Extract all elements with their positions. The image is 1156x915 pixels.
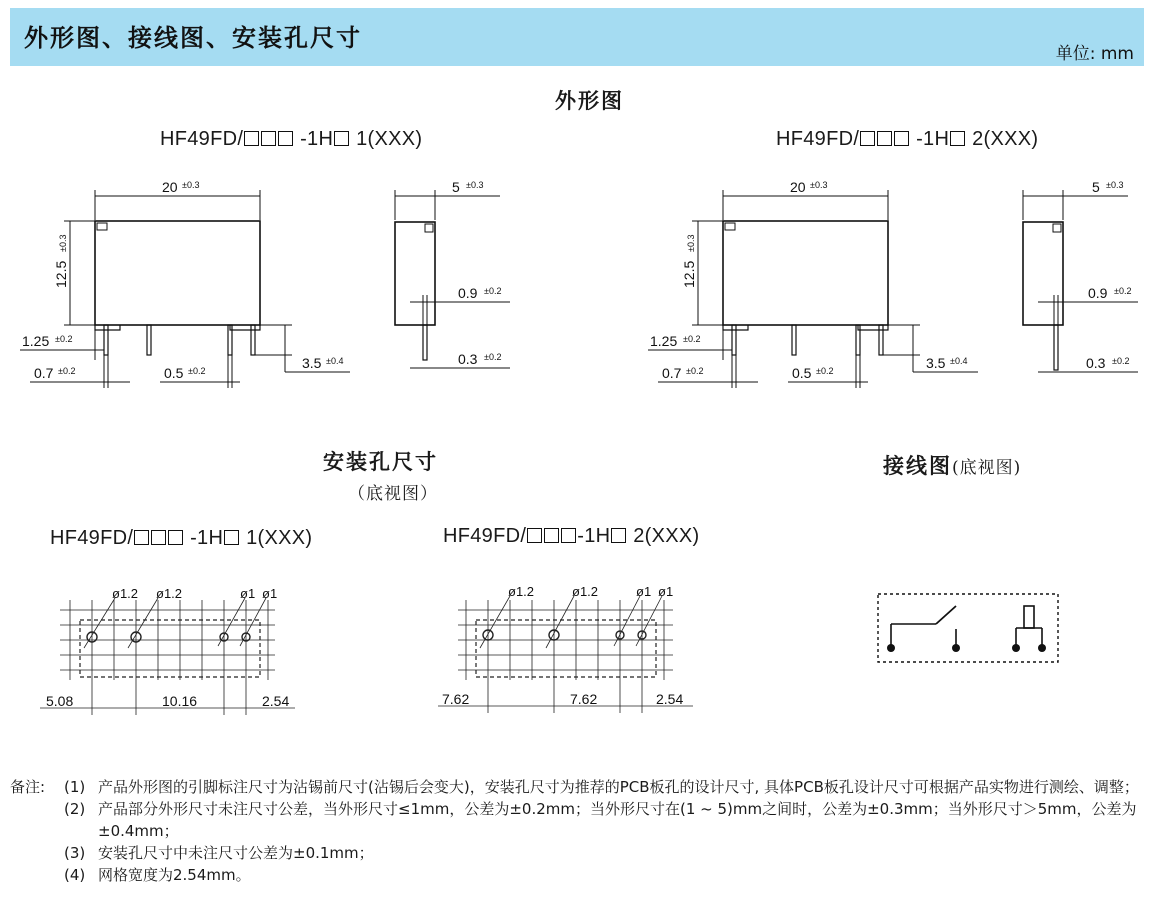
dim-width: 20	[162, 179, 178, 195]
note-number: (1)	[64, 778, 86, 796]
model-tail: 2(XXX)	[966, 128, 1039, 150]
model-name: HF49FD/	[776, 128, 860, 150]
dim-pin-offset: 1.25	[22, 333, 50, 349]
dim-side-pin: 0.9	[1088, 285, 1108, 301]
dim-pin-w1: 0.7	[34, 365, 54, 381]
dim-height: 12.5	[681, 260, 697, 288]
outline-model-1	[160, 128, 422, 151]
dim-pin-w1-tol: ±0.2	[58, 366, 76, 376]
dim-pin-w1: 0.7	[662, 365, 682, 381]
dim-depth-tol: ±0.3	[466, 180, 484, 190]
spacing-mid: 7.62	[570, 691, 598, 707]
hole-label: ø1	[262, 586, 278, 601]
section-title: 外形图、接线图、安装孔尺寸	[24, 24, 362, 52]
model-suffix: -1H	[294, 128, 334, 150]
dim-depth: 5	[1092, 179, 1100, 195]
spacing-right: 2.54	[656, 691, 684, 707]
dim-side-pin2: 0.3	[458, 351, 478, 367]
dim-pin-w2-tol: ±0.2	[188, 366, 206, 376]
model-tail: 2(XXX)	[627, 525, 700, 547]
dim-pin-len-tol: ±0.4	[950, 356, 968, 366]
outline-title: 外形图	[555, 89, 624, 113]
note-item	[10, 776, 1150, 798]
dim-pin-len: 3.5	[926, 355, 946, 371]
dim-pin-w2: 0.5	[164, 365, 184, 381]
wiring-title	[883, 450, 1021, 480]
dim-side-pin2-tol: ±0.2	[1112, 356, 1130, 366]
note-text: 安装孔尺寸中未注尺寸公差为±0.1mm；	[98, 844, 374, 862]
hole-label: ø1	[658, 584, 674, 599]
unit-label: 单位: mm	[1055, 44, 1134, 64]
model-name: HF49FD/	[443, 525, 527, 547]
dim-side-pin2-tol: ±0.2	[484, 352, 502, 362]
hole-label: ø1.2	[112, 586, 139, 601]
dim-side-pin2: 0.3	[1086, 355, 1106, 371]
spacing-mid: 10.16	[162, 693, 198, 709]
model-name: HF49FD/	[50, 527, 134, 549]
dim-side-pin-tol: ±0.2	[484, 286, 502, 296]
wiring-title-text: 接线图	[883, 454, 952, 478]
note-item	[10, 798, 1150, 842]
dim-width-tol: ±0.3	[810, 180, 828, 190]
wiring-subtitle: (底视图)	[952, 458, 1022, 478]
mounting-subtitle: （底视图）	[348, 484, 438, 504]
hole-label: ø1.2	[156, 586, 183, 601]
dim-depth: 5	[452, 179, 460, 195]
wiring-diagram	[876, 588, 1066, 668]
dim-pin-len-tol: ±0.4	[326, 356, 344, 366]
mounting-model-2	[443, 525, 700, 548]
hole-label: ø1.2	[572, 584, 599, 599]
model-tail: 1(XXX)	[350, 128, 423, 150]
mounting-grid-1	[40, 580, 340, 720]
mounting-model-1	[50, 527, 312, 550]
dim-pin-offset: 1.25	[650, 333, 678, 349]
mounting-grid-2	[438, 578, 738, 718]
dim-height: 12.5	[53, 260, 69, 288]
notes-section	[10, 776, 1150, 886]
dim-height-tol: ±0.3	[686, 234, 696, 252]
model-tail: 1(XXX)	[240, 527, 313, 549]
spacing-left: 7.62	[442, 691, 470, 707]
note-text: 网格宽度为2.54mm。	[98, 866, 251, 884]
note-number: (3)	[64, 844, 86, 862]
dim-pin-len: 3.5	[302, 355, 322, 371]
dim-pin-w2-tol: ±0.2	[816, 366, 834, 376]
outline-model-2	[776, 128, 1038, 151]
dim-width: 20	[790, 179, 806, 195]
hole-label: ø1	[240, 586, 256, 601]
hole-label: ø1.2	[508, 584, 535, 599]
section-header	[10, 8, 1144, 66]
dim-width-tol: ±0.3	[182, 180, 200, 190]
mounting-title: 安装孔尺寸	[323, 450, 438, 474]
model-suffix: -1H	[910, 128, 950, 150]
spacing-right: 2.54	[262, 693, 290, 709]
notes-label: 备注:	[10, 778, 46, 796]
note-item	[10, 842, 1150, 864]
dim-height-tol: ±0.3	[58, 234, 68, 252]
note-item	[10, 864, 1150, 886]
note-text: 产品外形图的引脚标注尺寸为沾锡前尺寸(沾锡后会变大)，安装孔尺寸为推荐的PCB板孔的设计尺寸, 具体PCB板孔设计尺寸可根据产品实物进行测绘、调整；	[98, 778, 1139, 796]
dim-side-pin: 0.9	[458, 285, 478, 301]
dim-depth-tol: ±0.3	[1106, 180, 1124, 190]
model-suffix: -1H	[577, 525, 611, 547]
dim-side-pin-tol: ±0.2	[1114, 286, 1132, 296]
note-text: 产品部分外形尺寸未注尺寸公差，当外形尺寸≤1mm，公差为±0.2mm；当外形尺寸在(1 ~ 5)mm之间时，公差为±0.3mm；当外形尺寸＞5mm，公差为±0.4mm；	[98, 800, 1137, 840]
outline-drawing-1	[0, 160, 520, 400]
spacing-left: 5.08	[46, 693, 74, 709]
hole-label: ø1	[636, 584, 652, 599]
model-name: HF49FD/	[160, 128, 244, 150]
outline-drawing-2	[628, 160, 1148, 400]
note-number: (4)	[64, 866, 86, 884]
dim-pin-offset-tol: ±0.2	[55, 334, 73, 344]
dim-pin-offset-tol: ±0.2	[683, 334, 701, 344]
dim-pin-w1-tol: ±0.2	[686, 366, 704, 376]
dim-pin-w2: 0.5	[792, 365, 812, 381]
model-suffix: -1H	[184, 527, 224, 549]
note-number: (2)	[64, 800, 86, 818]
